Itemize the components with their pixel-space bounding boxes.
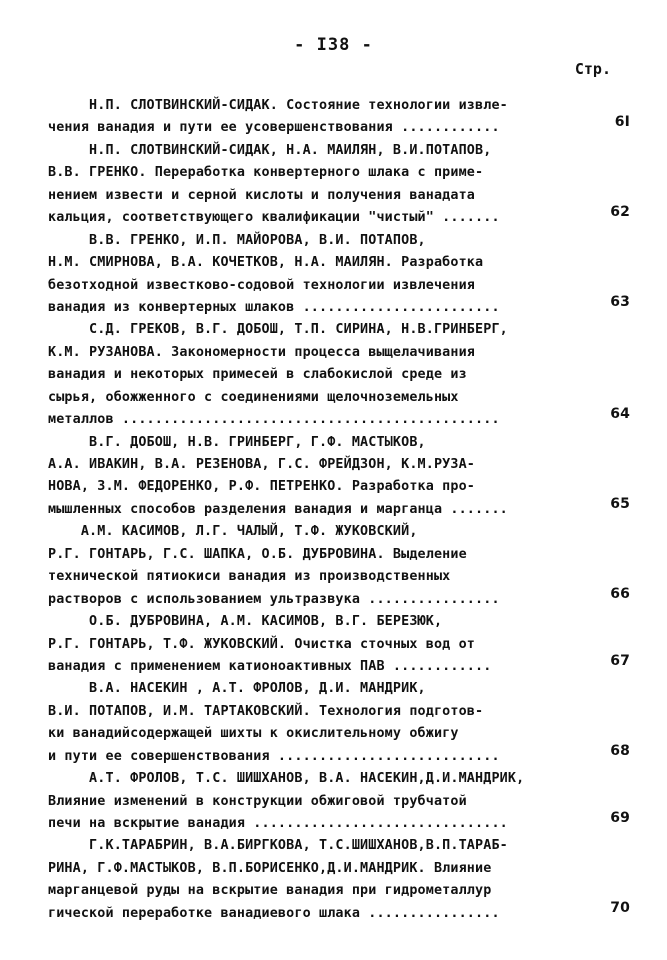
- entry-text-line: Р.Г. ГОНТАРЬ, Г.С. ШАПКА, О.Б. ДУБРОВИНА. Выделение: [48, 546, 467, 562]
- entry-text: мышленных способов разделения ванадия и марганца .......: [48, 501, 508, 517]
- entry-page-number: 68: [610, 742, 630, 759]
- toc-entry: [48, 95, 628, 140]
- entry-text-line: РИНА, Г.Ф.МАСТЫКОВ, В.П.БОРИСЕНКО,Д.И.МАНДРИК. Влияние: [48, 860, 492, 876]
- entry-text-line: Р.Г. ГОНТАРЬ, Т.Ф. ЖУКОВСКИЙ. Очистка сточных вод от: [48, 636, 476, 652]
- entry-text-line: [48, 810, 630, 835]
- entry-text-line: В.В. ГРЕНКО. Переработка конвертерного шлака с приме-: [48, 165, 484, 181]
- entry-text-line: А.А. ИВАКИН, В.А. РЕЗЕНОВА, Г.С. ФРЕЙДЗОН, К.М.РУЗА-: [48, 457, 476, 472]
- entry-text: гической переработке ванадиевого шлака ................: [48, 905, 500, 921]
- entry-text-line: В.Г. ДОБОШ, Н.В. ГРИНБЕРГ, Г.Ф. МАСТЫКОВ,: [48, 434, 426, 450]
- entry-text-line: безотходной известково-содовой технологии извлечения: [48, 277, 476, 293]
- entry-text-line: В.В. ГРЕНКО, И.П. МАЙОРОВА, В.И. ПОТАПОВ,: [48, 232, 426, 248]
- entry-text-line: С.Д. ГРЕКОВ, В.Г. ДОБОШ, Т.П. СИРИНА, Н.В.ГРИНБЕРГ,: [48, 322, 508, 338]
- entry-text-line: Г.К.ТАРАБРИН, В.А.БИРГКОВА, Т.С.ШИШХАНОВ,В.П.ТАРАБ-: [48, 838, 508, 854]
- entry-text-line: К.М. РУЗАНОВА. Закономерности процесса выщелачивания: [48, 344, 476, 360]
- toc-entry: [48, 432, 628, 522]
- entry-text-line: А.М. КАСИМОВ, Л.Г. ЧАЛЫЙ, Т.Ф. ЖУКОВСКИЙ,: [48, 524, 418, 540]
- entry-text-line: [48, 899, 630, 925]
- entry-text-line: [48, 495, 630, 521]
- entry-text-line: А.Т. ФРОЛОВ, Т.С. ШИШХАНОВ, В.А. НАСЕКИН,Д.И.МАНДРИК,: [48, 771, 525, 787]
- entry-page-number: 69: [610, 810, 630, 826]
- entry-text-line: технической пятиокиси ванадия из производственных: [48, 569, 451, 585]
- entry-text-line: [48, 406, 630, 431]
- entry-text: кальция, соответствующего квалификации "чистый" .......: [48, 210, 500, 226]
- entry-page-number: 65: [610, 495, 630, 512]
- entry-text-line: НОВА, З.М. ФЕДОРЕНКО, Р.Ф. ПЕТРЕНКО. Разработка про-: [48, 479, 476, 495]
- page-number: - I38 -: [294, 35, 373, 55]
- entry-text-line: Н.П. СЛОТВИНСКИЙ-СИДАК. Состояние технологии извле-: [48, 98, 508, 113]
- entry-page-number: 6I: [614, 114, 630, 131]
- entry-text-line: Н.П. СЛОТВИНСКИЙ-СИДАК, Н.А. МАИЛЯН, В.И.ПОТАПОВ,: [48, 142, 492, 158]
- entry-text-line: О.Б. ДУБРОВИНА, А.М. КАСИМОВ, В.Г. БЕРЕЗЮК,: [48, 614, 443, 630]
- toc-entry: [48, 835, 628, 925]
- page-column-label: Стр.: [574, 60, 611, 78]
- entry-page-number: 67: [610, 652, 630, 669]
- entry-text-line: [48, 742, 630, 768]
- entry-text-line: В.И. ПОТАПОВ, И.М. ТАРТАКОВСКИЙ. Технология подготов-: [48, 703, 484, 719]
- entry-text-line: В.А. НАСЕКИН , А.Т. ФРОЛОВ, Д.И. МАНДРИК,: [48, 681, 426, 697]
- entry-text-line: [48, 204, 630, 229]
- entry-page-number: 63: [610, 293, 630, 310]
- entry-text-line: [48, 652, 630, 678]
- entry-page-number: 70: [610, 899, 630, 916]
- entry-text-line: ки ванадийсодержащей шихты к окислительному обжигу: [48, 726, 459, 742]
- entry-text-line: нением извести и серной кислоты и получения ванадата: [48, 187, 476, 203]
- entry-page-number: 66: [610, 585, 630, 602]
- entry-text-line: марганцевой руды на вскрытие ванадия при гидрометаллур: [48, 883, 492, 899]
- table-of-contents: [48, 95, 628, 925]
- toc-entry: [48, 678, 628, 768]
- entry-page-number: 64: [610, 406, 630, 423]
- toc-entry: [48, 521, 628, 611]
- entry-text-line: ванадия и некоторых примесей в слабокислой среде из: [48, 367, 467, 383]
- entry-text: печи на вскрытие ванадия ...............................: [48, 816, 508, 831]
- entry-text-line: сырья, обожженного с соединениями щелочноземельных: [48, 389, 459, 405]
- entry-text-line: Н.М. СМИРНОВА, В.А. КОЧЕТКОВ, Н.А. МАИЛЯН. Разработка: [48, 255, 484, 271]
- entry-page-number: 62: [610, 204, 630, 221]
- toc-entry: [48, 230, 628, 320]
- entry-text-line: [48, 585, 630, 611]
- toc-entry: [48, 319, 628, 431]
- toc-entry: [48, 768, 628, 835]
- entry-text: и пути ее совершенствования ...........................: [48, 748, 500, 764]
- entry-text-line: [48, 293, 630, 319]
- entry-text: растворов с использованием ультразвука ................: [48, 591, 500, 607]
- entry-text: ванадия с применением катионоактивных ПАВ ............: [48, 658, 492, 674]
- toc-entry: [48, 140, 628, 230]
- entry-text-line: [48, 114, 630, 139]
- toc-entry: [48, 611, 628, 678]
- entry-text: металлов ..............................................: [48, 412, 500, 428]
- entry-text-line: Влияние изменений в конструкции обжиговой трубчатой: [48, 793, 467, 809]
- entry-text: ванадия из конвертерных шлаков ........................: [48, 299, 500, 315]
- entry-text: чения ванадия и пути ее усовершенствования ............: [48, 120, 500, 136]
